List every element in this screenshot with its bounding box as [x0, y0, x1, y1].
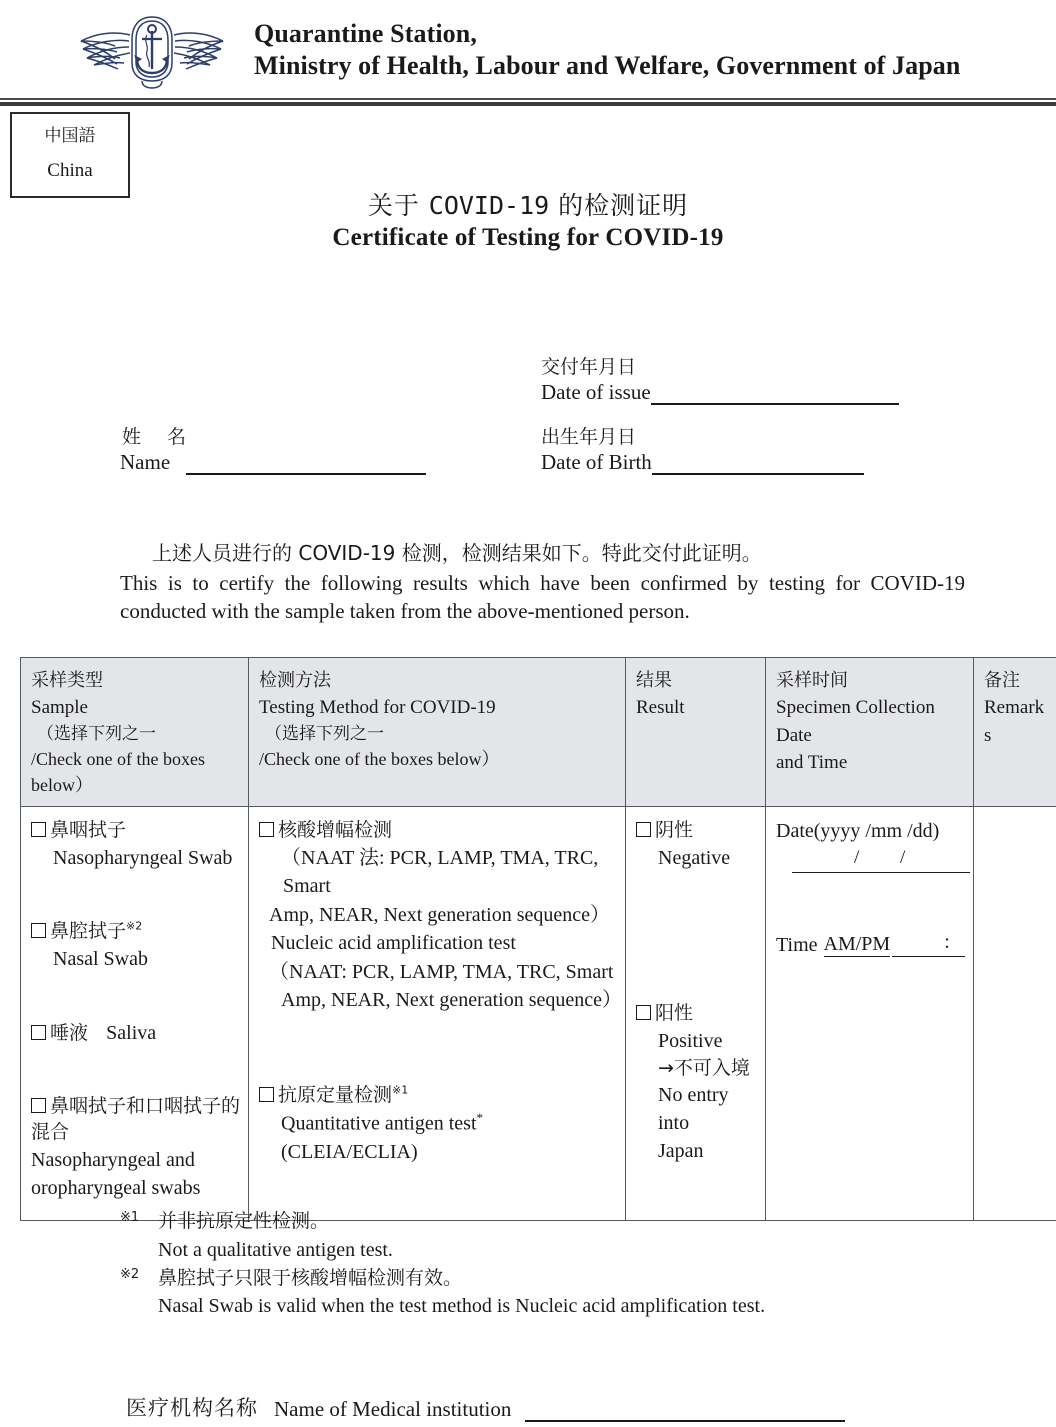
sample-option-1-cn — [31, 817, 240, 844]
cell-result-options — [626, 807, 766, 1220]
winged-caduceus-icon — [67, 11, 237, 89]
name-label-en: Name — [120, 449, 171, 474]
specimen-time-row — [776, 933, 965, 957]
cell-specimen-collection — [766, 807, 974, 1220]
header-sample-sub-cn: （选择下列之一 — [37, 723, 156, 744]
header-method-cn: 检测方法 — [259, 670, 331, 691]
footnote-1-cn: 并非抗原定性检测。 — [158, 1210, 330, 1232]
page-title-en: Certificate of Testing for COVID-19 — [332, 224, 724, 252]
country-language-en: China — [47, 160, 93, 182]
date-of-issue-label-cn: 交付年月日 — [541, 356, 637, 378]
specimen-ampm-label[interactable]: AM/PM — [823, 933, 891, 956]
footnote-2 — [120, 1265, 1000, 1322]
header-remarks-cn: 备注 — [984, 670, 1020, 691]
checkbox-icon[interactable] — [31, 822, 46, 837]
date-of-issue-label-en: Date of issue — [541, 379, 651, 404]
sample-option-2-cn — [31, 918, 240, 945]
specimen-time-label: Time — [776, 934, 818, 957]
method-option-2-cn — [259, 1082, 617, 1109]
header-method — [249, 658, 626, 807]
header-method-sub-en: /Check one of the boxes below） — [259, 749, 500, 770]
footnote-1-marker: ※1 — [120, 1210, 140, 1225]
name-label-cn: 姓 名 — [122, 426, 197, 448]
result-option-2-extra-en-2: Japan — [658, 1140, 704, 1163]
page-title — [0, 190, 1056, 252]
method-option-1-en-detail-2: Amp, NEAR, Next generation sequence） — [281, 989, 623, 1012]
sample-option-saliva[interactable] — [31, 1019, 240, 1047]
date-separator-1: / — [854, 847, 860, 869]
sample-option-nasal-swab[interactable] — [31, 918, 240, 973]
header-divider — [0, 98, 1056, 106]
header-sample — [21, 658, 249, 807]
date-of-birth-input[interactable] — [652, 456, 864, 475]
country-language-cn: 中国語 — [44, 126, 96, 146]
method-option-1-en-detail-1: （NAAT: PCR, LAMP, TMA, TRC, Smart — [269, 960, 614, 983]
sample-option-2-footnote-marker: ※2 — [126, 919, 143, 933]
method-option-1-label-cn: 核酸增幅检测 — [278, 819, 393, 842]
checkbox-icon[interactable] — [636, 822, 651, 837]
sample-option-nasopharyngeal-and-oropharyngeal[interactable] — [31, 1093, 240, 1202]
checkbox-icon[interactable] — [636, 1005, 651, 1020]
method-option-2-label-en: Quantitative antigen test — [281, 1112, 477, 1135]
medical-institution-label-en: Name of Medical institution — [274, 1397, 512, 1421]
page-title-cn — [0, 190, 1056, 221]
date-of-issue-field — [541, 355, 899, 405]
sample-option-4-cn-line2: 混合 — [31, 1121, 70, 1144]
header-result — [626, 658, 766, 807]
sample-option-3-label-en: Saliva — [106, 1021, 157, 1044]
medical-institution-input[interactable] — [525, 1402, 845, 1422]
header-title-group — [254, 18, 960, 81]
document-header — [0, 0, 1056, 100]
result-option-2-en: Positive — [658, 1029, 723, 1052]
header-sample-en: Sample — [31, 697, 88, 719]
checkbox-icon[interactable] — [31, 1098, 46, 1113]
method-option-quantitative-antigen[interactable] — [259, 1082, 617, 1166]
result-spacer — [636, 882, 757, 1000]
sample-option-4-cn-line1 — [31, 1093, 240, 1120]
method-option-2-en — [259, 1109, 617, 1166]
specimen-date-label: Date(yyyy /mm /dd) — [776, 820, 940, 843]
date-separator-2: / — [900, 847, 906, 869]
result-option-1-en: Negative — [658, 847, 731, 870]
header-result-en: Result — [636, 697, 685, 719]
method-option-naat[interactable] — [259, 817, 623, 1014]
certification-statement — [120, 540, 965, 626]
header-method-sub-cn: （选择下列之一 — [265, 723, 384, 744]
footnote-2-marker: ※2 — [120, 1266, 140, 1282]
sample-option-4-en-line2: oropharyngeal swabs — [31, 1176, 201, 1199]
cell-method-options — [249, 807, 626, 1220]
test-result-table — [20, 657, 1056, 1221]
result-option-2-extra-cn: →不可入境 — [658, 1056, 750, 1079]
title-cn-code: COVID-19 — [428, 191, 550, 220]
footnote-2-en: Nasal Swab is valid when the test method is Nucleic acid amplification test. — [158, 1295, 766, 1318]
header-sample-sub-en-2: below） — [31, 775, 93, 796]
title-cn-suffix: 的检测证明 — [549, 191, 689, 220]
date-of-issue-input[interactable] — [651, 386, 899, 405]
result-option-2-label-cn: 阳性 — [655, 1002, 694, 1025]
method-option-1-en: Nucleic acid amplification test — [271, 932, 516, 955]
quarantine-emblem-logo — [62, 10, 242, 90]
header-remarks-en-2: s — [984, 724, 992, 746]
footnotes — [120, 1208, 1000, 1321]
footnote-2-cn: 鼻腔拭子只限于核酸增幅检测有效。 — [158, 1266, 463, 1289]
divider-thick-line — [0, 102, 1056, 106]
header-sample-sub-en-1: /Check one of the boxes — [31, 749, 205, 770]
sample-option-3-label-cn: 唾液 — [50, 1021, 89, 1044]
cell-remarks[interactable] — [974, 807, 1056, 1220]
cell-sample-options — [21, 807, 249, 1220]
result-option-1-cn — [636, 817, 757, 844]
sample-option-2-en: Nasal Swab — [53, 947, 148, 970]
title-cn-prefix: 关于 — [367, 191, 429, 220]
medical-institution-label-cn: 医疗机构名称 — [126, 1396, 258, 1420]
sample-option-4-en-line1: Nasopharyngeal and — [31, 1148, 195, 1171]
sample-option-4-label-cn-1: 鼻咽拭子和口咽拭子的 — [50, 1094, 241, 1117]
certification-statement-cn: 上述人员进行的 COVID-19 检测，检测结果如下。特此交付此证明。 — [152, 541, 762, 565]
method-option-1-cn-detail-2: Amp, NEAR, Next generation sequence） — [269, 903, 611, 926]
sample-option-1-label-cn: 鼻咽拭子 — [50, 819, 127, 842]
result-option-1-label-cn: 阴性 — [655, 819, 694, 842]
sample-option-nasopharyngeal-swab[interactable] — [31, 817, 240, 872]
result-option-negative[interactable] — [636, 817, 757, 872]
name-field — [120, 425, 426, 475]
header-remarks — [974, 658, 1056, 807]
header-method-en: Testing Method for COVID-19 — [259, 697, 496, 719]
header-line-2: Ministry of Health, Labour and Welfare, Government of Japan — [254, 51, 961, 80]
medical-institution-field — [126, 1392, 845, 1422]
method-option-1-cn-detail-1: （NAAT 法: PCR, LAMP, TMA, TRC, Smart — [281, 847, 599, 898]
sample-option-3-cn — [31, 1019, 240, 1047]
result-option-positive[interactable] — [636, 1000, 757, 1165]
method-option-2-asterisk: * — [476, 1110, 483, 1125]
date-of-birth-label-cn: 出生年月日 — [541, 426, 637, 448]
header-specimen-cn: 采样时间 — [776, 670, 848, 691]
checkbox-icon[interactable] — [259, 1087, 274, 1102]
footnote-1 — [120, 1208, 1000, 1265]
table-header-row — [21, 658, 1056, 807]
certification-statement-en: This is to certify the following results which have been confirmed by testing for COVID-19 conducted with the sample taken from the above-mentioned person. — [120, 571, 965, 624]
method-option-2-label-cn: 抗原定量检测 — [278, 1084, 393, 1107]
sample-option-2-label-cn: 鼻腔拭子 — [50, 920, 127, 943]
table-body-row — [21, 807, 1056, 1220]
date-of-birth-field — [541, 425, 864, 475]
checkbox-icon[interactable] — [31, 923, 46, 938]
checkbox-icon[interactable] — [31, 1025, 46, 1040]
result-option-2-cn — [636, 1000, 757, 1027]
date-of-birth-label-en: Date of Birth — [541, 449, 652, 474]
method-option-2-suffix: (CLEIA/ECLIA) — [281, 1141, 418, 1164]
method-option-2-footnote-marker: ※1 — [392, 1084, 409, 1098]
specimen-date-input[interactable] — [792, 847, 970, 873]
method-option-1-cn — [259, 817, 617, 844]
country-language-box — [10, 112, 130, 198]
header-result-cn: 结果 — [636, 670, 672, 691]
header-specimen-en-2: and Time — [776, 752, 848, 774]
header-sample-cn: 采样类型 — [31, 670, 103, 691]
time-colon: : — [944, 931, 950, 954]
header-specimen — [766, 658, 974, 807]
result-option-2-extra-en-1: No entry into — [658, 1084, 729, 1135]
footnote-1-en: Not a qualitative antigen test. — [158, 1238, 393, 1261]
name-input[interactable] — [186, 456, 426, 475]
sample-option-1-en: Nasopharyngeal Swab — [53, 847, 233, 870]
specimen-time-input[interactable] — [892, 933, 965, 957]
checkbox-icon[interactable] — [259, 822, 274, 837]
header-specimen-en-1: Specimen Collection Date — [776, 697, 935, 746]
header-remarks-en-1: Remark — [984, 697, 1045, 719]
header-line-1: Quarantine Station, — [254, 19, 477, 49]
